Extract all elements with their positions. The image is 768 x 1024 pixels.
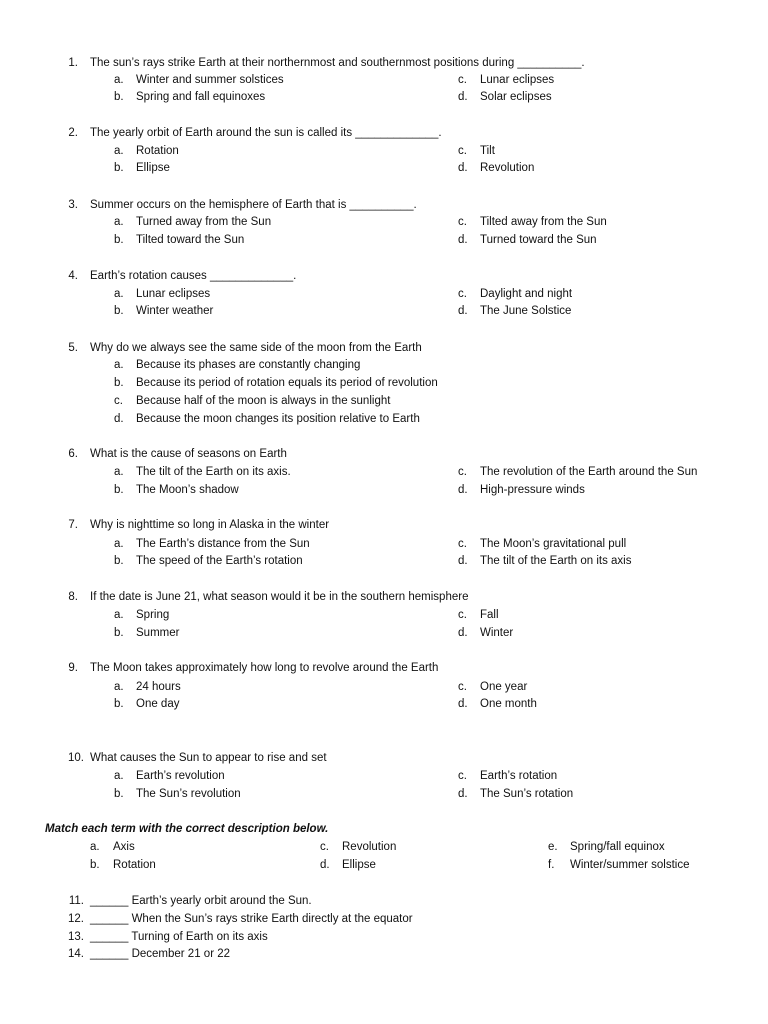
choice-text: Lunar eclipses: [480, 74, 555, 86]
choice-text: Solar eclipses: [480, 91, 552, 103]
choice-letter: d.: [114, 413, 124, 425]
choice-letter: c.: [458, 609, 467, 621]
question-number: 5.: [68, 342, 78, 354]
choice-letter: a.: [114, 681, 124, 693]
choice-letter: a.: [114, 466, 124, 478]
question-number: 1.: [68, 57, 78, 69]
choice-letter: b.: [114, 555, 124, 567]
term-text: Spring/fall equinox: [570, 841, 665, 853]
question-number: 2.: [68, 127, 78, 139]
item-text: ______ Earth’s yearly orbit around the Sun.: [90, 895, 312, 907]
choice-text: Because its phases are constantly changing: [136, 359, 361, 371]
choice-letter: a.: [114, 538, 124, 550]
choice-text: Because half of the moon is always in the sunlight: [136, 395, 391, 407]
term-text: Revolution: [342, 841, 397, 853]
choice-text: Because its period of rotation equals its period of revolution: [136, 377, 438, 389]
choice-letter: c.: [458, 538, 467, 550]
choice-text: Daylight and night: [480, 288, 573, 300]
item-number: 13.: [68, 931, 84, 943]
choice-text: High-pressure winds: [480, 484, 585, 496]
choice-letter: a.: [114, 609, 124, 621]
question-text: What causes the Sun to appear to rise and set: [90, 752, 327, 764]
choice-text: Earth’s rotation: [480, 770, 558, 782]
term-letter: e.: [548, 841, 558, 853]
choice-letter: d.: [458, 555, 468, 567]
question-text: Why do we always see the same side of the moon from the Earth: [90, 342, 422, 354]
choice-text: Revolution: [480, 162, 535, 174]
choice-text: The Sun’s rotation: [480, 788, 574, 800]
question-text: Earth’s rotation causes _____________.: [90, 270, 297, 282]
item-number: 12.: [68, 913, 84, 925]
question-number: 9.: [68, 662, 78, 674]
matching-instructions: Match each term with the correct description below.: [45, 823, 329, 835]
choice-letter: b.: [114, 162, 124, 174]
choice-letter: c.: [458, 681, 467, 693]
choice-letter: b.: [114, 788, 124, 800]
choice-text: The Earth’s distance from the Sun: [136, 538, 310, 550]
choice-text: 24 hours: [136, 681, 181, 693]
choice-text: Spring: [136, 609, 170, 621]
choice-letter: a.: [114, 288, 124, 300]
choice-letter: b.: [114, 627, 124, 639]
question-number: 4.: [68, 270, 78, 282]
choice-text: Lunar eclipses: [136, 288, 211, 300]
choice-text: Spring and fall equinoxes: [136, 91, 266, 103]
choice-letter: a.: [114, 145, 124, 157]
question-text: The yearly orbit of Earth around the sun is called its _____________.: [90, 127, 442, 139]
choice-letter: b.: [114, 234, 124, 246]
choice-text: One month: [480, 698, 537, 710]
choice-letter: c.: [458, 145, 467, 157]
choice-letter: a.: [114, 216, 124, 228]
question-text: What is the cause of seasons on Earth: [90, 448, 287, 460]
choice-letter: c.: [458, 466, 467, 478]
question-text: If the date is June 21, what season would it be in the southern hemisphere: [90, 591, 469, 603]
choice-text: Winter: [480, 627, 514, 639]
item-number: 14.: [68, 948, 84, 960]
term-text: Axis: [113, 841, 135, 853]
question-text: Why is nighttime so long in Alaska in the winter: [90, 519, 330, 531]
choice-text: Rotation: [136, 145, 179, 157]
choice-letter: c.: [458, 216, 467, 228]
choice-text: Earth’s revolution: [136, 770, 225, 782]
question-number: 8.: [68, 591, 78, 603]
choice-letter: b.: [114, 377, 124, 389]
term-letter: a.: [90, 841, 100, 853]
term-text: Ellipse: [342, 859, 376, 871]
choice-text: Because the moon changes its position relative to Earth: [136, 413, 420, 425]
question-number: 7.: [68, 519, 78, 531]
choice-text: The June Solstice: [480, 305, 572, 317]
choice-letter: d.: [458, 91, 468, 103]
term-letter: c.: [320, 841, 329, 853]
choice-letter: d.: [458, 698, 468, 710]
choice-letter: b.: [114, 698, 124, 710]
question-text: The sun’s rays strike Earth at their northernmost and southernmost positions during __________.: [90, 57, 585, 69]
choice-letter: b.: [114, 91, 124, 103]
choice-letter: d.: [458, 788, 468, 800]
choice-letter: b.: [114, 305, 124, 317]
choice-text: Ellipse: [136, 162, 170, 174]
question-text: The Moon takes approximately how long to revolve around the Earth: [90, 662, 439, 674]
choice-text: Winter weather: [136, 305, 214, 317]
choice-letter: a.: [114, 770, 124, 782]
choice-letter: d.: [458, 305, 468, 317]
choice-text: The tilt of the Earth on its axis: [480, 555, 632, 567]
choice-text: Tilt: [480, 145, 495, 157]
choice-letter: d.: [458, 162, 468, 174]
item-text: ______ Turning of Earth on its axis: [90, 931, 268, 943]
choice-letter: d.: [458, 627, 468, 639]
choice-text: The revolution of the Earth around the Sun: [480, 466, 698, 478]
term-letter: b.: [90, 859, 100, 871]
question-number: 3.: [68, 199, 78, 211]
choice-text: The Sun’s revolution: [136, 788, 241, 800]
choice-letter: c.: [458, 74, 467, 86]
choice-letter: b.: [114, 484, 124, 496]
item-text: ______ December 21 or 22: [90, 948, 231, 960]
choice-text: Fall: [480, 609, 499, 621]
choice-text: Summer: [136, 627, 180, 639]
term-text: Winter/summer solstice: [570, 859, 690, 871]
choice-letter: a.: [114, 74, 124, 86]
term-letter: d.: [320, 859, 330, 871]
choice-text: The Moon’s gravitational pull: [480, 538, 627, 550]
choice-letter: d.: [458, 234, 468, 246]
choice-letter: c.: [458, 770, 467, 782]
question-text: Summer occurs on the hemisphere of Earth that is __________.: [90, 199, 417, 211]
term-text: Rotation: [113, 859, 156, 871]
choice-text: The speed of the Earth’s rotation: [136, 555, 303, 567]
choice-letter: d.: [458, 484, 468, 496]
choice-letter: c.: [114, 395, 123, 407]
choice-letter: a.: [114, 359, 124, 371]
item-number: 11.: [68, 895, 84, 907]
choice-text: The tilt of the Earth on its axis.: [136, 466, 291, 478]
item-text: ______ When the Sun’s rays strike Earth directly at the equator: [90, 913, 413, 925]
choice-text: The Moon’s shadow: [136, 484, 239, 496]
question-number: 6.: [68, 448, 78, 460]
choice-text: Tilted toward the Sun: [136, 234, 245, 246]
choice-text: Turned toward the Sun: [480, 234, 597, 246]
choice-text: One day: [136, 698, 180, 710]
question-number: 10.: [68, 752, 84, 764]
choice-letter: c.: [458, 288, 467, 300]
choice-text: Winter and summer solstices: [136, 74, 284, 86]
choice-text: Turned away from the Sun: [136, 216, 272, 228]
choice-text: One year: [480, 681, 528, 693]
term-letter: f.: [548, 859, 555, 871]
choice-text: Tilted away from the Sun: [480, 216, 607, 228]
